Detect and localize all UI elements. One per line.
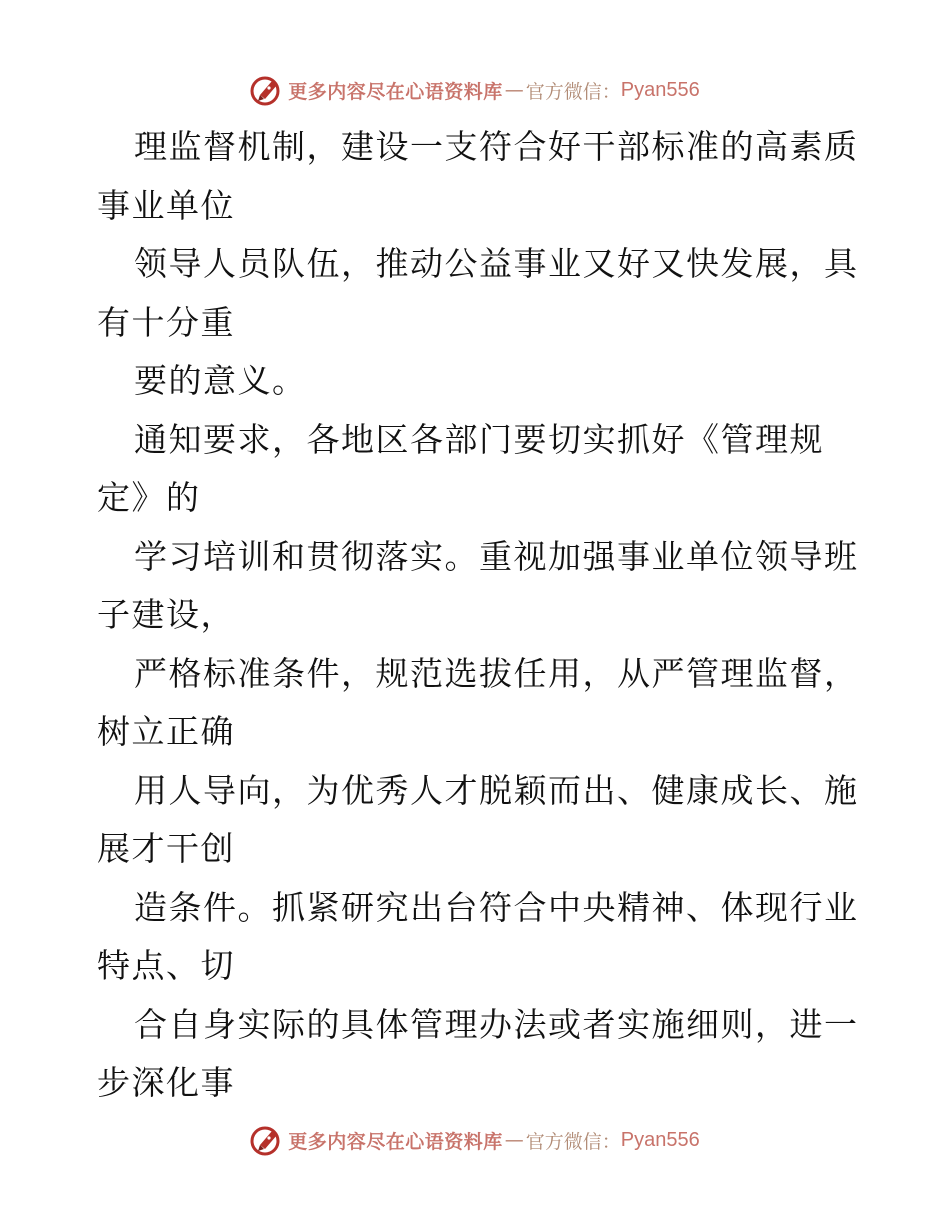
- text-line: 展才干创: [97, 829, 235, 868]
- text-line: 树立正确: [97, 712, 235, 751]
- text-line: 有十分重: [97, 302, 235, 342]
- footer-wechat-label: 官方微信：: [525, 1130, 621, 1153]
- footer-banner: [0, 1120, 950, 1160]
- header-site-text: 更多内容尽在心语资料库: [288, 80, 503, 103]
- text-line: 步深化事: [97, 1063, 235, 1102]
- header-wechat-id: Pyan556: [620, 78, 700, 101]
- footer-separator: —: [504, 1129, 524, 1151]
- pen-nib-logo-icon: [250, 73, 284, 107]
- text-line: 特点、切: [97, 946, 235, 985]
- footer-wechat-id: Pyan556: [620, 1128, 700, 1151]
- text-line: 用人导向，为优秀人才脱颖而出、健康成长、施: [134, 770, 859, 810]
- text-line: 通知要求，各地区各部门要切实抓好《管理规: [134, 419, 824, 459]
- text-line: 学习培训和贯彻落实。重视加强事业单位领导班: [134, 536, 859, 576]
- header-wechat-label: 官方微信：: [525, 80, 621, 103]
- footer-site-text: 更多内容尽在心语资料库: [288, 1130, 503, 1153]
- text-line: 定》的: [97, 478, 201, 517]
- text-line: 子建设，: [97, 595, 235, 634]
- text-line: 要的意义。: [134, 361, 307, 400]
- header-separator: —: [504, 79, 524, 101]
- text-line: 合自身实际的具体管理办法或者实施细则，进一: [134, 1004, 859, 1044]
- pen-nib-logo-icon: [250, 1123, 284, 1157]
- header-banner: [0, 70, 950, 110]
- text-line: 事业单位: [97, 185, 235, 225]
- text-line: 领导人员队伍，推动公益事业又好又快发展，具: [134, 244, 859, 283]
- text-line: 造条件。抓紧研究出台符合中央精神、体现行业: [134, 887, 859, 927]
- document-body: [97, 118, 857, 1113]
- text-line: 理监督机制，建设一支符合好干部标准的高素质: [134, 127, 859, 166]
- text-line: 严格标准条件，规范选拔任用，从严管理监督，: [134, 653, 859, 693]
